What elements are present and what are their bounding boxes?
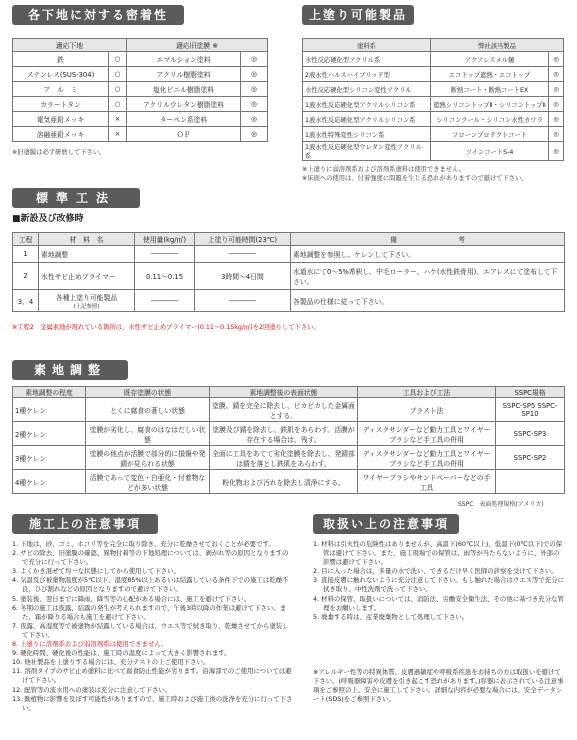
- paint-type: 1液水性反応硬化型ウレタン変性アクリル系: [303, 142, 431, 161]
- material-cell: 素地調整: [39, 246, 135, 263]
- construction-note-item: 5. 塗装後、翌日までに降雨、降雪等の心配がある場合には、施工を避けて下さい。: [12, 594, 251, 603]
- adhesion-header: 各下地に対する密着性: [12, 5, 184, 25]
- col-product: 弊社該当製品: [431, 39, 564, 52]
- col-existing: 既存塗膜の状態: [86, 387, 210, 398]
- topcoat-row: [303, 52, 564, 67]
- material-cell: 水性サビ止めプライマー: [39, 263, 135, 290]
- after-cell: 粉化物および汚れを除去し清浄にする。: [210, 470, 358, 494]
- new-construction-subtitle: ■新設及び改修時: [12, 214, 84, 224]
- substrate-rating: ○: [109, 67, 127, 82]
- construction-note-item: 2. サビの除去、旧塗膜の確認、異物付着等の下地処理については、剥がれ等の原因となりますので充分に行って下さい。: [12, 549, 289, 567]
- material-sub: (上記参照): [73, 303, 100, 310]
- grade-cell: 2種ケレン: [13, 422, 86, 446]
- sspc-cell: SSPC-SP2: [496, 446, 565, 470]
- coating-rating: ◎: [241, 112, 268, 127]
- product-name: ツインコートS-4: [431, 142, 549, 161]
- paint-type: 1液水性反応硬化型アクリルシリコン系: [303, 112, 431, 127]
- topcoat-row: [303, 142, 564, 161]
- existing-cell: 活膜であって変色・白亜化・付着物などが多い状態: [86, 470, 210, 494]
- coating-rating: ◎: [241, 127, 268, 142]
- coating-rating: ◎: [241, 97, 268, 112]
- standard-method-header: 標準工法: [12, 188, 140, 208]
- col-after: 素地調整後の表面状態: [210, 387, 358, 398]
- adhesion-row: [13, 82, 268, 97]
- handling-note-item: 3. 直接皮膚に触れないように充分注意して下さい。もし触れた場合はウエス等で充分に拭き取り、中性洗剤で洗って下さい。: [313, 576, 564, 594]
- adhesion-row: [13, 67, 268, 82]
- coating-name: アクリル樹脂塗料: [127, 67, 241, 82]
- paint-type: 2液水性ハルスハイブリッド型: [303, 67, 431, 82]
- recoat-cell: 3時間～4日間: [195, 263, 291, 290]
- handling-note-item: 5. 廃棄する時は、産業廃棄物として処理して下さい。: [313, 612, 469, 621]
- col-grade: 素地調整の程度: [13, 387, 86, 398]
- coating-rating: ◎: [241, 82, 268, 97]
- substrate-name: 溶融亜鉛メッキ: [13, 127, 109, 142]
- existing-cell: 塗膜が劣化し、腐食のはなはだしい状態: [86, 422, 210, 446]
- after-cell: 塗膜及び錆を除去し、鉄肌をあらわす。活膜が存在する場合は、残す。: [210, 422, 358, 446]
- col-material: 材 料 名: [39, 233, 135, 246]
- substrate-rating: ○: [109, 97, 127, 112]
- usage-cell: ――――: [135, 290, 195, 312]
- substrate-rating: ○: [109, 52, 127, 67]
- usage-cell: 0.11～0.15: [135, 263, 195, 290]
- substrate-name: 鉄: [13, 52, 109, 67]
- coating-rating: ◎: [241, 67, 268, 82]
- product-rating: ◎: [549, 67, 564, 82]
- coating-name: 塩化ビニル樹脂塗料: [127, 82, 241, 97]
- product-rating: ◎: [549, 82, 564, 97]
- product-name: シリコンクール・シリコン水性カワラ: [431, 112, 549, 127]
- existing-cell: とくに腐食の著しい状態: [86, 398, 210, 422]
- col-tools: 工具および工法: [358, 387, 496, 398]
- standard-method-note: ※工程2 金属素地が現れている箇所は、水性サビ止めプライマー(0.11～0.15kg/㎡)を2回塗りして下さい。: [12, 324, 320, 331]
- col-usage: 使用量(kg/㎡): [135, 233, 195, 246]
- substrate-rating: ×: [109, 127, 127, 142]
- material-name: 各種上塗り可能製品: [55, 293, 118, 302]
- grade-cell: 1種ケレン: [13, 398, 86, 422]
- construction-note-item: 1. 下地は、砂、ゴミ、ホコリ等を完全に取り除き、充分に乾燥させておくことが必要です。: [12, 540, 275, 548]
- surface-prep-row: [13, 470, 565, 494]
- material-cell: [39, 290, 135, 312]
- col-paint-type: 塗料系: [303, 39, 431, 52]
- handling-notes-header: 取扱い上の注意事項: [313, 514, 459, 534]
- substrate-rating: ○: [109, 82, 127, 97]
- topcoat-row: [303, 67, 564, 82]
- adhesion-note: ※旧塗膜は必ず研磨して下さい。: [12, 149, 106, 156]
- product-name: 遮熱シリコントップⅡ・シリコントップⅡ: [431, 97, 549, 112]
- construction-notes-list: [12, 540, 294, 713]
- col-step: 工程: [13, 233, 39, 246]
- product-name: エコトップ遮熱・エコトップ: [431, 67, 549, 82]
- adhesion-row: [13, 112, 268, 127]
- product-rating: ◎: [549, 127, 564, 142]
- usage-cell: ――――: [135, 246, 195, 263]
- product-name: 断熱コート・断熱コートEX: [431, 82, 549, 97]
- substrate-name: カラートタン: [13, 97, 109, 112]
- remarks-cell: 素地調整を参照し、ケレンして下さい。: [291, 246, 565, 263]
- adhesion-table: [12, 38, 268, 142]
- substrate-name: 電気亜鉛メッキ: [13, 112, 109, 127]
- topcoat-row: [303, 112, 564, 127]
- topcoat-row: [303, 127, 564, 142]
- sspc-note: SSPC 表面処理規格(アメリカ): [458, 501, 544, 508]
- grade-cell: 3種ケレン: [13, 446, 86, 470]
- recoat-cell: ――――: [195, 290, 291, 312]
- step-cell: 3、4: [13, 290, 39, 312]
- handling-note-item: 1. 材料は引火性の危険性はありませんが、高温下(60℃以上)、低温下(0℃以下)での保管は避けて下さい。また、施工現場での保管は、雨等が当たらないように、外部の影響は避けて下さい。: [313, 540, 563, 567]
- coating-name: アクリルウレタン樹脂塗料: [127, 97, 241, 112]
- paint-type: 水性反応硬化型アクリル系: [303, 52, 431, 67]
- coating-name: エマルション塗料: [127, 52, 241, 67]
- recoat-cell: ――――: [195, 246, 291, 263]
- construction-note-item: 7. 夜露、高湿度等で被塗物が結露している場合は、ウエス等で拭き取り、乾燥させてから塗装して下さい。: [12, 621, 289, 639]
- sspc-cell: [496, 470, 565, 494]
- paint-type: 水性反応硬化型シリコン変性アクリル: [303, 82, 431, 97]
- construction-note-item: 8. 上塗りに溶剤系および弱溶剤系は使用できません。: [12, 640, 168, 649]
- handling-note-item: 4. 材料の保管、取扱いについては、消防法、労働安全衛生法、その他に基づき充分な管理をお願いします。: [313, 594, 564, 612]
- adhesion-row: [13, 127, 268, 142]
- sspc-cell: SSPC-SP3: [496, 422, 565, 446]
- surface-prep-row: [13, 422, 565, 446]
- coating-rating: ◎: [241, 52, 268, 67]
- topcoat-note2: ※床面への使用は、付着強度に問題を生じる恐れがありますので避けて下さい。: [302, 175, 528, 182]
- tools-cell: ディスクサンダーなど動力工具とワイヤーブラシなど手工具の併用: [358, 446, 496, 470]
- product-rating: ◎: [549, 142, 564, 161]
- product-rating: ◎: [549, 112, 564, 127]
- product-rating: ◎: [549, 97, 564, 112]
- tools-cell: ブラスト法: [358, 398, 496, 422]
- topcoat-row: [303, 97, 564, 112]
- tools-cell: ディスクサンダーなど動力工具とワイヤーブラシなど手工具の併用: [358, 422, 496, 446]
- construction-note-item: 13. 動植物に影響を及ぼす可能性がありますので、施工時および施工後の洗浄を充分に行って下さい。: [12, 694, 293, 712]
- step-cell: 2: [13, 263, 39, 290]
- topcoat-table: [302, 38, 564, 161]
- product-name: アクアレスメル鏡: [431, 52, 549, 67]
- col-substrate: 適応下地: [13, 39, 127, 52]
- col-old-coating: 適応旧塗膜 ※: [127, 39, 268, 52]
- construction-note-item: 11. 溶剤タイプのサビ止め塗料に比べて腐食防止性能が劣ります。沿海部でのご使用については避けて下さい。: [12, 667, 292, 685]
- surface-prep-row: [13, 446, 565, 470]
- adhesion-row: [13, 97, 268, 112]
- coating-name: ＯＰ: [127, 127, 241, 142]
- existing-cell: 塗膜の他点が活膜で部分的に損傷や発錆が見られる状態: [86, 446, 210, 470]
- surface-prep-row: [13, 398, 565, 422]
- substrate-rating: ×: [109, 112, 127, 127]
- construction-note-item: 4. 気温及び被塗物温度が5℃以下、湿度85%以上あるいは結露している条件下での施工は乾燥不良、ひび割れなどの原因となりますので避けて下さい。: [12, 576, 289, 594]
- product-rating: ◎: [549, 52, 564, 67]
- product-name: フローンプロテクトコート: [431, 127, 549, 142]
- topcoat-header: 上塗り可能製品: [302, 5, 414, 25]
- substrate-name: ステンレス(SUS-304): [13, 67, 109, 82]
- construction-note-item: 3. よくかき混ぜて均一な状態にしてから使用して下さい。: [12, 567, 180, 576]
- col-remarks: 備 考: [291, 233, 565, 246]
- substrate-name: ア ル ミ: [13, 82, 109, 97]
- remarks-cell: 水道水にて0～5%希釈し、中毛ローラー、ハケ(水性鉄骨用)、エアレスにて塗布して下さい。: [291, 263, 565, 290]
- col-sspc: SSPC規格: [496, 387, 565, 398]
- topcoat-row: [303, 82, 564, 97]
- paint-type: 1液水性特殊変性シリコン系: [303, 127, 431, 142]
- step-cell: 1: [13, 246, 39, 263]
- tools-cell: ワイヤーブラシやサンドペーパーなどの手工具: [358, 470, 496, 494]
- coating-name: ターペン系塗料: [127, 112, 241, 127]
- standard-method-table: [12, 232, 565, 312]
- col-recoat-time: 上塗り可能時間(23℃): [195, 233, 291, 246]
- sspc-cell: SSPC-SP5 SSPC-SP10: [496, 398, 565, 422]
- construction-note-item: 6. 冬期の施工は夜露、結露の発生が考えられますので、午後3時以降の作業は避けて下さい。また、霜が降りる場合も施工を避けて下さい。: [12, 603, 287, 621]
- construction-note-item: 9. 硬化時間、硬化後の性能は、施工時の温度によって大きく影響されます。: [12, 649, 231, 658]
- topcoat-note1: ※上塗りに弱溶剤系および溶剤系塗料は使用できません。: [302, 166, 466, 173]
- handling-note-item: 2. 目に入った場合は、多量の水で洗い、できるだけ早く医師の診察を受けて下さい。: [313, 567, 558, 576]
- handling-notes-list: [313, 540, 565, 622]
- construction-note-item: 12. 配管等の流水用への塗装は充分に注意して下さい。: [12, 685, 172, 694]
- surface-prep-header: 素地調整: [12, 360, 128, 380]
- surface-prep-table: [12, 386, 565, 494]
- handling-footnote: ※アレルギー性等の特異体質、皮膚過敏症や呼吸系疾患をお持ちの方は取扱いを避けて下さい。(呼吸器障害や皮膚を引き起こす恐れがあります。)容器に表示されている注意事項をご参照の上、安全に施工して下さい。詳細な内容が必要な場合には、安全データシート(SDS)をご参照下さい。: [313, 668, 564, 704]
- adhesion-row: [13, 52, 268, 67]
- construction-note-item: 10. 他社製品を上塗りする場合には、充分テストの上ご使用下さい。: [12, 658, 210, 667]
- after-cell: 全面に工具をあてて劣化塗膜を除去し、発錆部は錆を落とし鉄肌をあらわす。: [210, 446, 358, 470]
- after-cell: 塗膜、錆を完全に除去し、ピカピカした金属面とする。: [210, 398, 358, 422]
- remarks-cell: 各製品の仕様に従って下さい。: [291, 290, 565, 312]
- grade-cell: 4種ケレン: [13, 470, 86, 494]
- paint-type: 1液水性反応硬化型アクリルシリコン系: [303, 97, 431, 112]
- construction-notes-header: 施工上の注意事項: [12, 514, 158, 534]
